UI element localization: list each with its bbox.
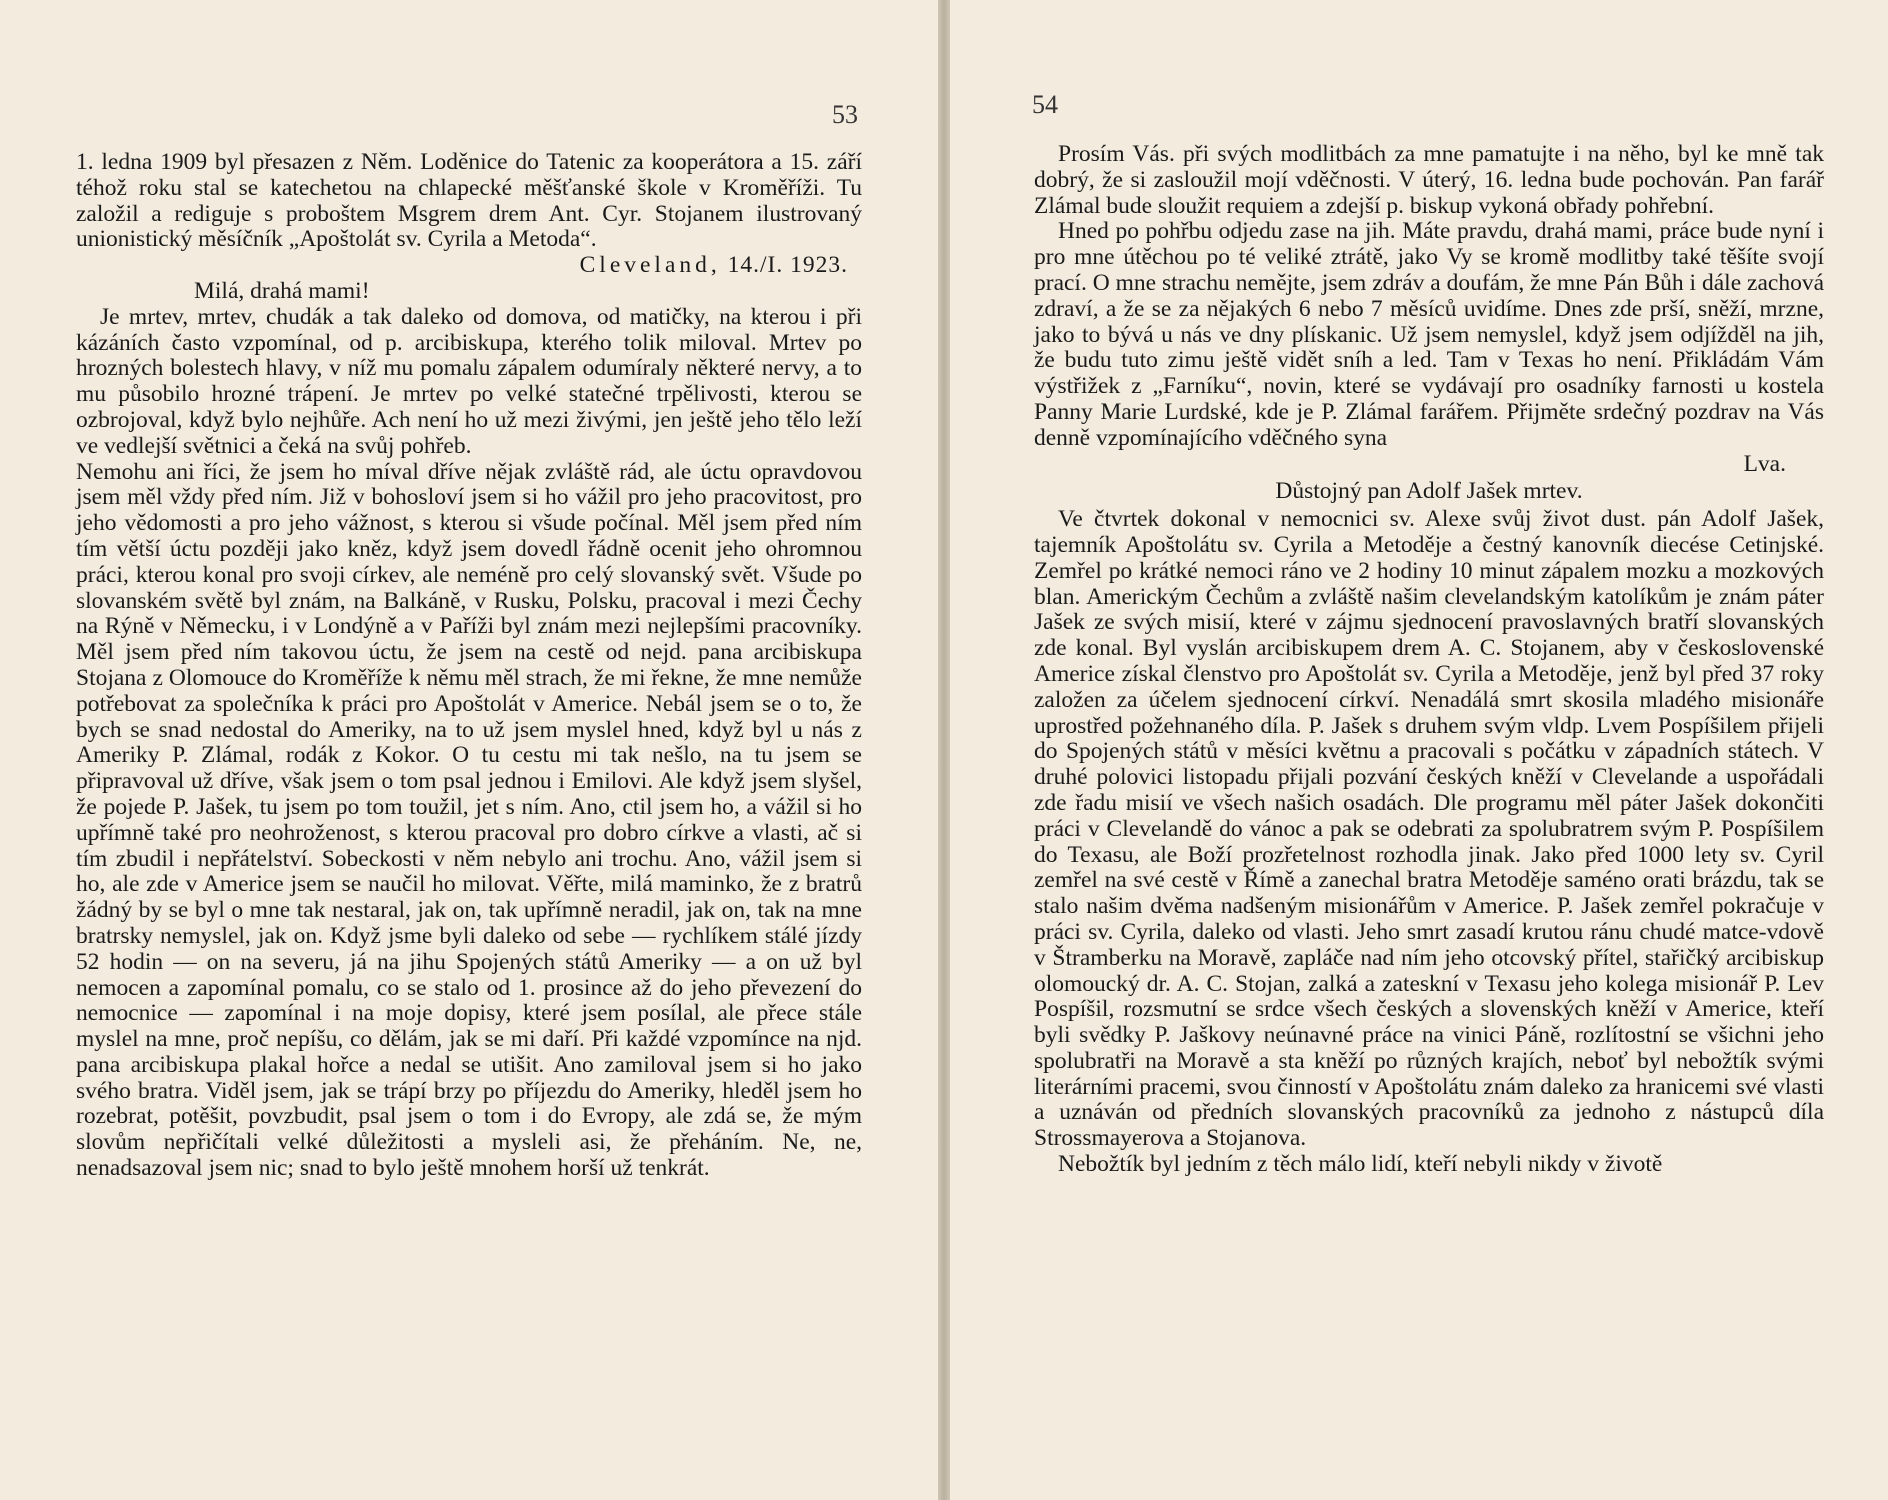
intro-paragraph: 1. ledna 1909 byl přesazen z Něm. Loděnice do Tatenic za kooperátora a 15. září téhož roku stal se katechetou na chlapecké měšťanské škole v Kroměříži. Tu založil a rediguje s proboštem Msgrem drem Ant. Cyr. Stojanem ilustrovaný unionistický měsíčník „Apoštolát sv. Cyrila a Metoda“. — [76, 149, 862, 253]
letter-dateline — [76, 253, 862, 279]
letter-salutation: Milá, drahá mami! — [194, 277, 370, 304]
article-paragraph: Ve čtvrtek dokonal v nemocnici sv. Alexe svůj život dust. pán Adolf Jašek, tajemník Apoštolátu sv. Cyrila a Metoděje a čestný kanovník diecése Cetinjské. Zemřel po krátké nemoci ráno ve 2 hodiny 10 minut zápalem mozku a mozkových blan. Americkým Čechům a zvláště našim clevelandským katolíkům je znám páter Jašek ze svých misií, které v zájmu sjednocení pravoslavných bratří slovanských zde konal. Byl vyslán arcibiskupem drem A. C. Stojanem, aby v československé Americe získal členstvo pro Apoštolát sv. Cyrila a Metoděje, jenž byl před 37 roky založen za účelem sjednocení církví. Nenadálá smrt skosila mladého misionáře uprostřed požehnaného díla. P. Jašek s druhem svým vldp. Lvem Pospíšilem přijeli do Spojených států v měsíci květnu a pracovali s počátku v západních státech. V druhé polovici listopadu přijali pozvání českých kněží v Clevelande a uspořádali zde řadu misií ve všech našich osadách. Dle programu měl páter Jašek dokončiti práci v Clevelandě do vánoc a pak se odebrati za spolubratrem svým P. Pospíšilem do Texasu, ale Boží prozřetelnost rozhodla jinak. Jako před 1000 lety sv. Cyril zemřel na své cestě v Římě a zanechal bratra Metoděje saméno orati brázdu, tak se stalo našim dvěma nadšeným misionářům v Americe. P. Jašek zemřel pokračuje v práci sv. Cyrila, daleko od vlasti. Jeho smrt zasadí krutou ránu chudé matce-vdově v Štramberku na Moravě, zapláče nad ním jeho otcovský přítel, stařičký arcibiskup olomoucký dr. A. C. Stojan, zalká a zateskní v Texasu jeho kolega misionář P. Lev Pospíšil, rozsmutní se srdce všech českých a slovenských kněží v Americe, kteří byli svědky P. Jaškovy neúnavné práce na vinici Páně, rozlítostní se všichni jeho spolubratři na Moravě a sta kněží po různých krajích, neboť byl nebožtík svými literárními pracemi, svou činností v Apoštolátu znám daleko za hranicemi své vlasti a uznáván od předních slovanských pracovníků za jednoho z nástupců díla Strossmayerova a Stojanova. — [1034, 506, 1824, 1152]
letter-date: 14./I. 1923. — [727, 252, 848, 279]
page-number: 54 — [1032, 90, 1058, 119]
letter-place: Cleveland, — [579, 252, 721, 279]
left-page-text — [76, 150, 862, 1182]
article-paragraph: Nebožtík byl jedním z těch málo lidí, kteří nebyli nikdy v životě — [1058, 1151, 1663, 1178]
left-page — [0, 0, 938, 1500]
letter-paragraph: Je mrtev, mrtev, chudák a tak daleko od domova, od matičky, na kterou i při kázáních často vzpomínal, od p. arcibiskupa, kterého tolik miloval. Mrtev po hrozných bolestech hlavy, v níž mu pomalu zápalem odumíraly některé nervy, a to mu působilo hrozné trápení. Je mrtev po velké statečné trpělivosti, kterou se ozbrojoval, když bylo nejhůře. Ach není ho už mezi živými, jen ještě jeho tělo leží ve vedlejší světnici a čeká na svůj pohřeb. — [76, 303, 862, 459]
page-number: 53 — [832, 100, 858, 129]
article-heading: Důstojný pan Adolf Jašek mrtev. — [1275, 478, 1583, 505]
right-page — [950, 0, 1888, 1500]
letter-signature: Lva. — [1743, 450, 1786, 477]
right-page-text — [1034, 142, 1824, 1178]
letter-paragraph: Hned po pohřbu odjedu zase na jih. Máte pravdu, drahá mami, práce bude nyní i pro mne útěchou po té veliké ztrátě, jako Vy se kromě modlitby také těšíte svojí prací. O mne strachu nemějte, jsem zdráv a doufám, že mne Pán Bůh i dále zachová zdraví, a že se za nějakých 6 nebo 7 měsíců uvidíme. Dnes zde prší, sněží, mrzne, jako to bývá u nás ve dny plískanic. Už jsem nemyslel, když jsem odjížděl na jih, že budu tuto zimu ještě vidět sníh a led. Tam v Texas ho není. Přikládám Vám výstřižek z „Farníku“, novin, které se vydávají pro osadníky farnosti u kostela Panny Marie Lurdské, kde je P. Zlámal farářem. Přijměte srdečný pozdrav na Vás denně vzpomínajícího vděčného syna — [1034, 218, 1824, 451]
letter-paragraph: Prosím Vás. při svých modlitbách za mne pamatujte i na něho, byl ke mně tak dobrý, že si zasloužil mojí vděčnosti. V úterý, 16. ledna bude pochován. Pan farář Zlámal bude sloužit requiem a zdejší p. biskup vykoná obřady pohřební. — [1034, 141, 1824, 219]
letter-paragraph: Nemohu ani říci, že jsem ho míval dříve nějak zvláště rád, ale úctu opravdovou jsem měl vždy před ním. Již v bohosloví jsem si ho vážil pro jeho pracovitost, pro jeho vědomosti a pro jeho vážnost, s kterou si všude počínal. Měl jsem před ním tím větší úctu později jako kněz, když jsem dovedl řádně ocenit jeho ohromnou práci, kterou konal pro svoji církev, ale neméně pro celý slovanský svět. Všude po slovanském světě byl znám, na Balkáně, v Rusku, Polsku, pracoval i mezi Čechy na Rýně v Německu, i v Londýně a v Paříži byl znám mezi nejlepšími pracovníky. Měl jsem před ním takovou úctu, že jsem na cestě od nejd. pana arcibiskupa Stojana z Olomouce do Kroměříže k němu měl strach, že mi řekne, že mne nemůže potřebovat za společníka k práci pro Apoštolát v Americe. Nebál jsem se o to, že bych se snad nedostal do Ameriky, na to už jsem myslel hned, když byl u nás z Ameriky P. Zlámal, rodák z Kokor. O tu cestu mi tak nešlo, na tu jsem se připravoval už dříve, však jsem o tom psal jednou i Emilovi. Ale když jsem slyšel, že pojede P. Jašek, tu jsem po tom toužil, jet s ním. Ano, ctil jsem ho, a vážil si ho upřímně také pro neohroženost, s kterou pracoval pro dobro církve a vlasti, ač si tím zbudil i nepřátelství. Sobeckosti v něm nebylo ani trochu. Ano, vážil jsem si ho, ale zde v Americe jsem se naučil ho milovat. Věřte, milá maminko, že z bratrů žádný by se byl o mne tak nestaral, jak on, tak upřímně neradil, jak on, tak na mne bratrsky nemyslel, jak on. Když jsme byli daleko od sebe — rychlíkem stálé jízdy 52 hodin — on na severu, já na jihu Spojených států Ameriky — a on už byl nemocen a zapomínal pomalu, co se stalo od 1. prosince až do jeho převezení do nemocnice — zapomínal i na moje dopisy, které jsem posílal, ale přece stále myslel na mne, proč nepíšu, co dělám, jak se mi daří. Při každé vzpomínce na njd. pana arcibiskupa plakal hořce a nedal se utišit. Ano zamiloval jsem si ho jako svého bratra. Viděl jsem, jak se trápí brzy po příjezdu do Ameriky, hleděl jsem ho rozebrat, potěšit, povzbudit, psal jsem o tom i do Evropy, ale zdá se, že mým slovům nepřičítali velké důležitosti a mysleli asi, že přeháním. Ne, ne, nenadsazoval jsem nic; snad to bylo ještě mnohem horší už tenkrát. — [76, 458, 862, 1182]
book-gutter — [938, 0, 950, 1500]
